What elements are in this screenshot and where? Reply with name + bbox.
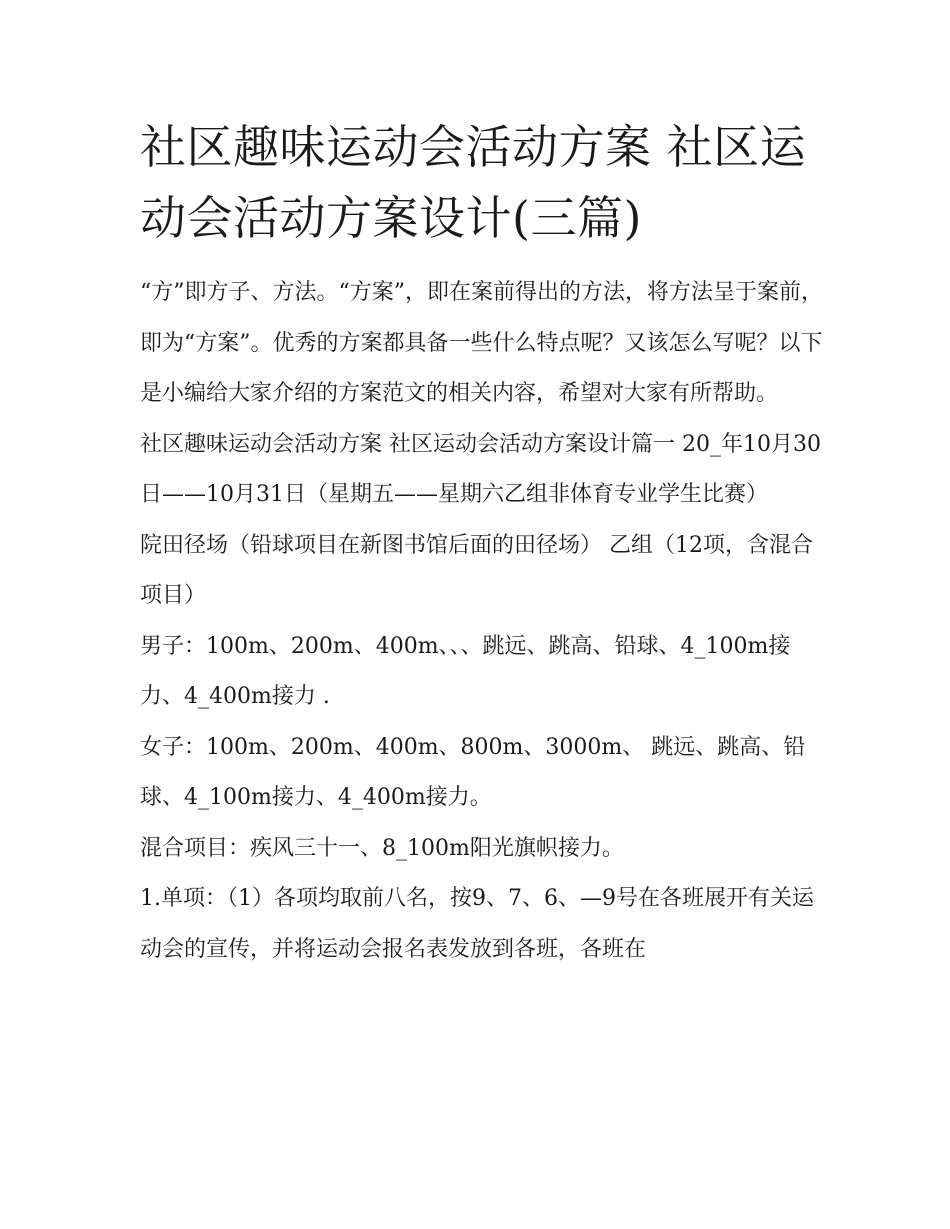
- women-events-paragraph: 女子：100m、200m、400m、800m、3000m、 跳远、跳高、铅球、4_100m接力、4_400m接力。: [140, 734, 806, 810]
- document-page: [140, 112, 830, 975]
- scoring-paragraph: 1.单项：（1）各项均取前八名，按9、7、6、—9号在各班展开有关运动会的宣传，并将运动会报名表发放到各班，各班在: [140, 886, 814, 962]
- mixed-events-paragraph: 混合项目：疾风三十一、8_100m阳光旗帜接力。: [140, 835, 624, 861]
- intro-paragraph: “方”即方子、方法。“方案”，即在案前得出的方法，将方法呈于案前，即为“方案”。优秀的方案都具备一些什么特点呢？又该怎么写呢？以下是小编给大家介绍的方案范文的相关内容，希望对大家有所帮助。: [140, 280, 823, 406]
- document-title: 社区趣味运动会活动方案 社区运动会活动方案设计(三篇): [140, 120, 807, 245]
- men-events-paragraph: 男子：100m、200m、400m、、、跳远、跳高、铅球、4_100m接力、4_400m接力 .: [140, 633, 791, 709]
- venue-paragraph: 院田径场（铅球项目在新图书馆后面的田径场） 乙组（12项，含混合项目）: [140, 532, 813, 608]
- section-heading-paragraph: 社区趣味运动会活动方案 社区运动会活动方案设计篇一 20_年10月30日——10月31日（星期五——星期六乙组非体育专业学生比赛）: [140, 431, 821, 507]
